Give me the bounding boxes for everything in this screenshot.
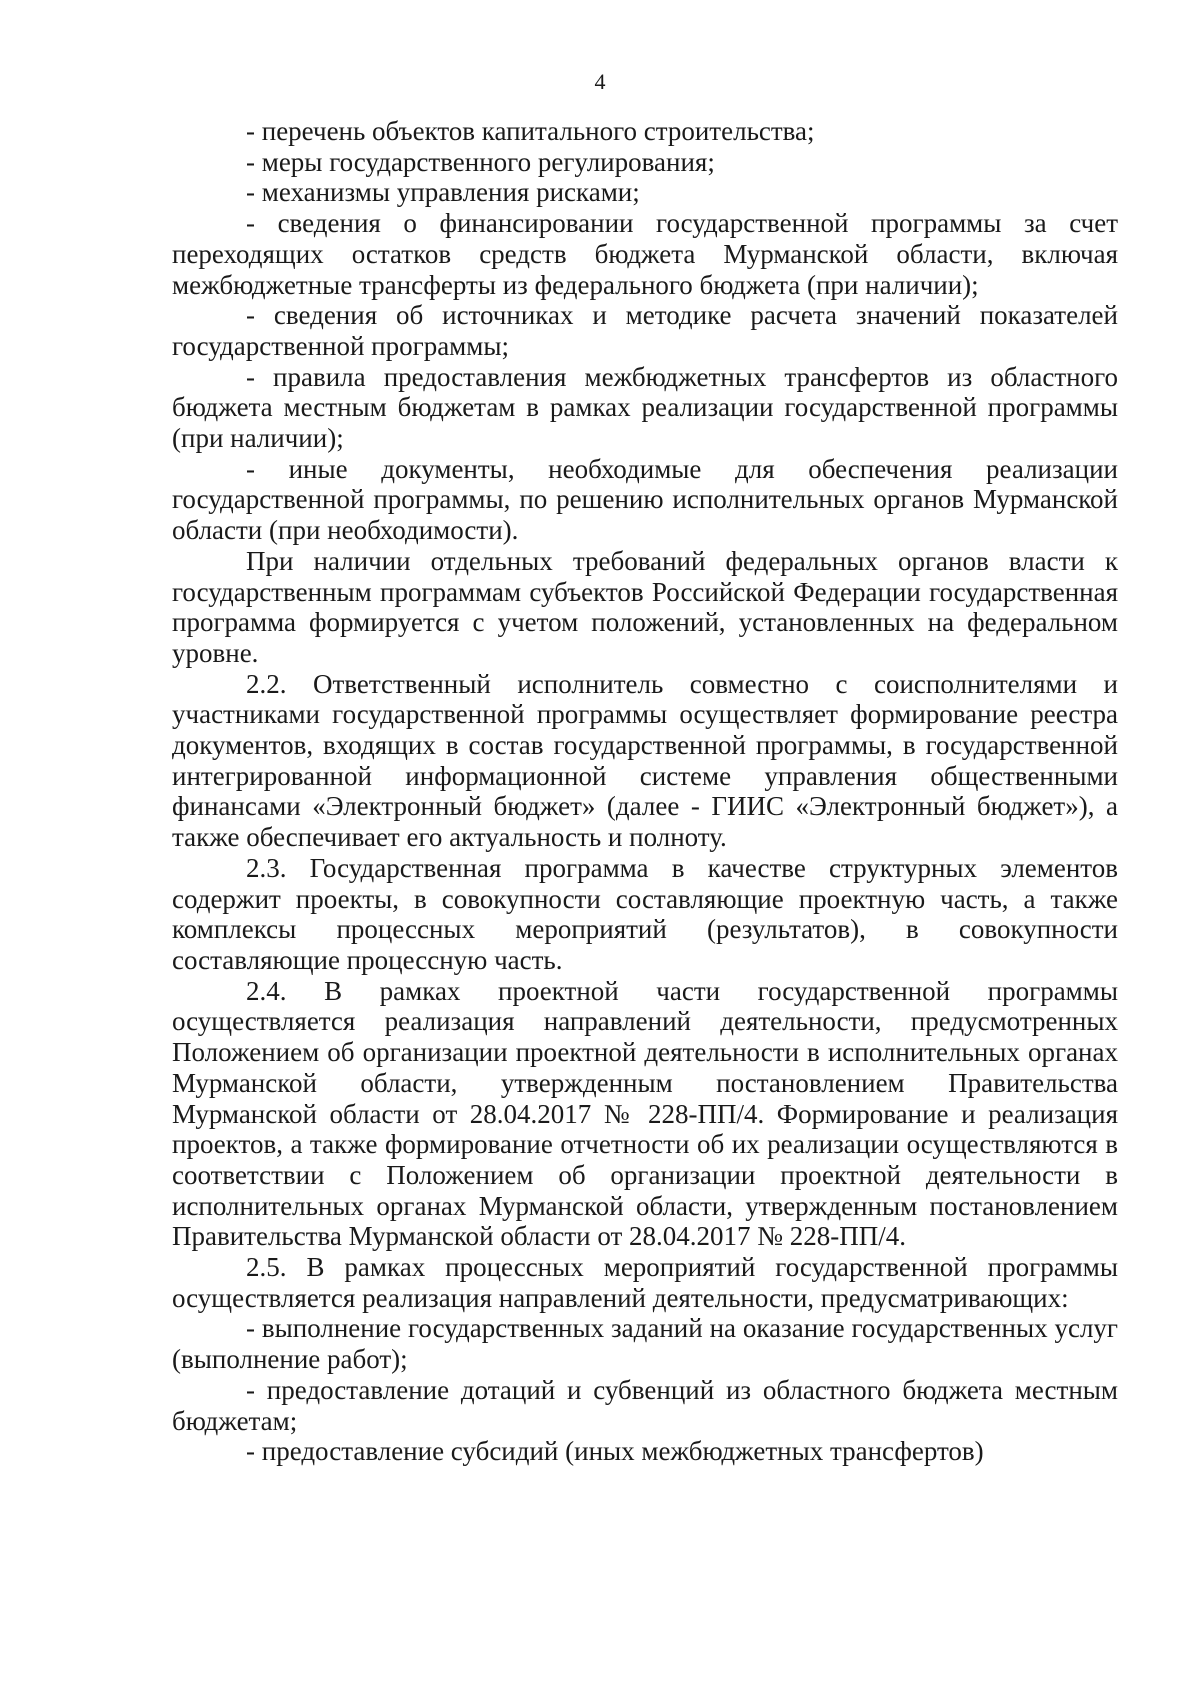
paragraph-2-2: 2.2. Ответственный исполнитель совместно с соисполнителями и участниками государственной программы осуществляет формирование реестра документов, входящих в состав государственной программы, в государственной интегрированной информационной системе управления общественными финансами «Электронный бюджет» (далее - ГИИС «Электронный бюджет»), а также обеспечивает его актуальность и полноту. <box>172 668 1118 853</box>
paragraph-federal-requirements: При наличии отдельных требований федеральных органов власти к государственным программам субъектов Российской Федерации государственная программа формируется с учетом положений, установленных на федеральном уровне. <box>172 545 1118 668</box>
list-item-risk-management: - механизмы управления рисками; <box>246 177 640 208</box>
list-item-capital-construction: - перечень объектов капитального строительства; <box>246 116 815 146</box>
list-item-state-assignments: - выполнение государственных заданий на оказание государственных услуг (выполнение работ); <box>172 1313 1118 1375</box>
list-item-indicator-sources: - сведения об источниках и методике расчета значений показателей государственной программы; <box>172 300 1118 361</box>
paragraph-2-5: 2.5. В рамках процессных мероприятий государственной программы осуществляется реализация направлений деятельности, предусматривающих: <box>172 1252 1118 1313</box>
list-item-other-documents: - иные документы, необходимые для обеспечения реализации государственной программы, по решению исполнительных органов Мурманской области (при необходимости). <box>172 453 1118 546</box>
document-body <box>172 116 1118 1467</box>
list-item-subsidies: - предоставление субсидий (иных межбюджетных трансфертов) <box>246 1436 984 1467</box>
list-item-grants-subventions: - предоставление дотаций и субвенций из областного бюджета местным бюджетам; <box>172 1374 1118 1436</box>
list-item-financing-info: - сведения о финансировании государственной программы за счет переходящих остатков средств бюджета Мурманской области, включая межбюджетные трансферты из федерального бюджета (при наличии); <box>172 208 1118 300</box>
page-number: 4 <box>594 69 606 94</box>
paragraph-2-3: 2.3. Государственная программа в качестве структурных элементов содержит проекты, в совокупности составляющие проектную часть, а также комплексы процессных мероприятий (результатов), в совокупности составляющие процессную часть. <box>172 852 1118 975</box>
paragraph-2-4: 2.4. В рамках проектной части государственной программы осуществляется реализация направлений деятельности, предусмотренных Положением об организации проектной деятельности в исполнительных органах Мурманской области, утвержденным постановлением Правительства Мурманской области от 28.04.2017 № 228-ПП/4. Формирование и реализация проектов, а также формирование отчетности об их реализации осуществляются в соответствии с Положением об организации проектной деятельности в исполнительных органах Мурманской области, утвержденным постановлением Правительства Мурманской области от 28.04.2017 № 228-ПП/4. <box>172 975 1118 1252</box>
list-item-state-regulation: - меры государственного регулирования; <box>246 146 715 177</box>
list-item-transfer-rules: - правила предоставления межбюджетных трансфертов из областного бюджета местным бюджетам в рамках реализации государственной программы (при наличии); <box>172 361 1118 454</box>
